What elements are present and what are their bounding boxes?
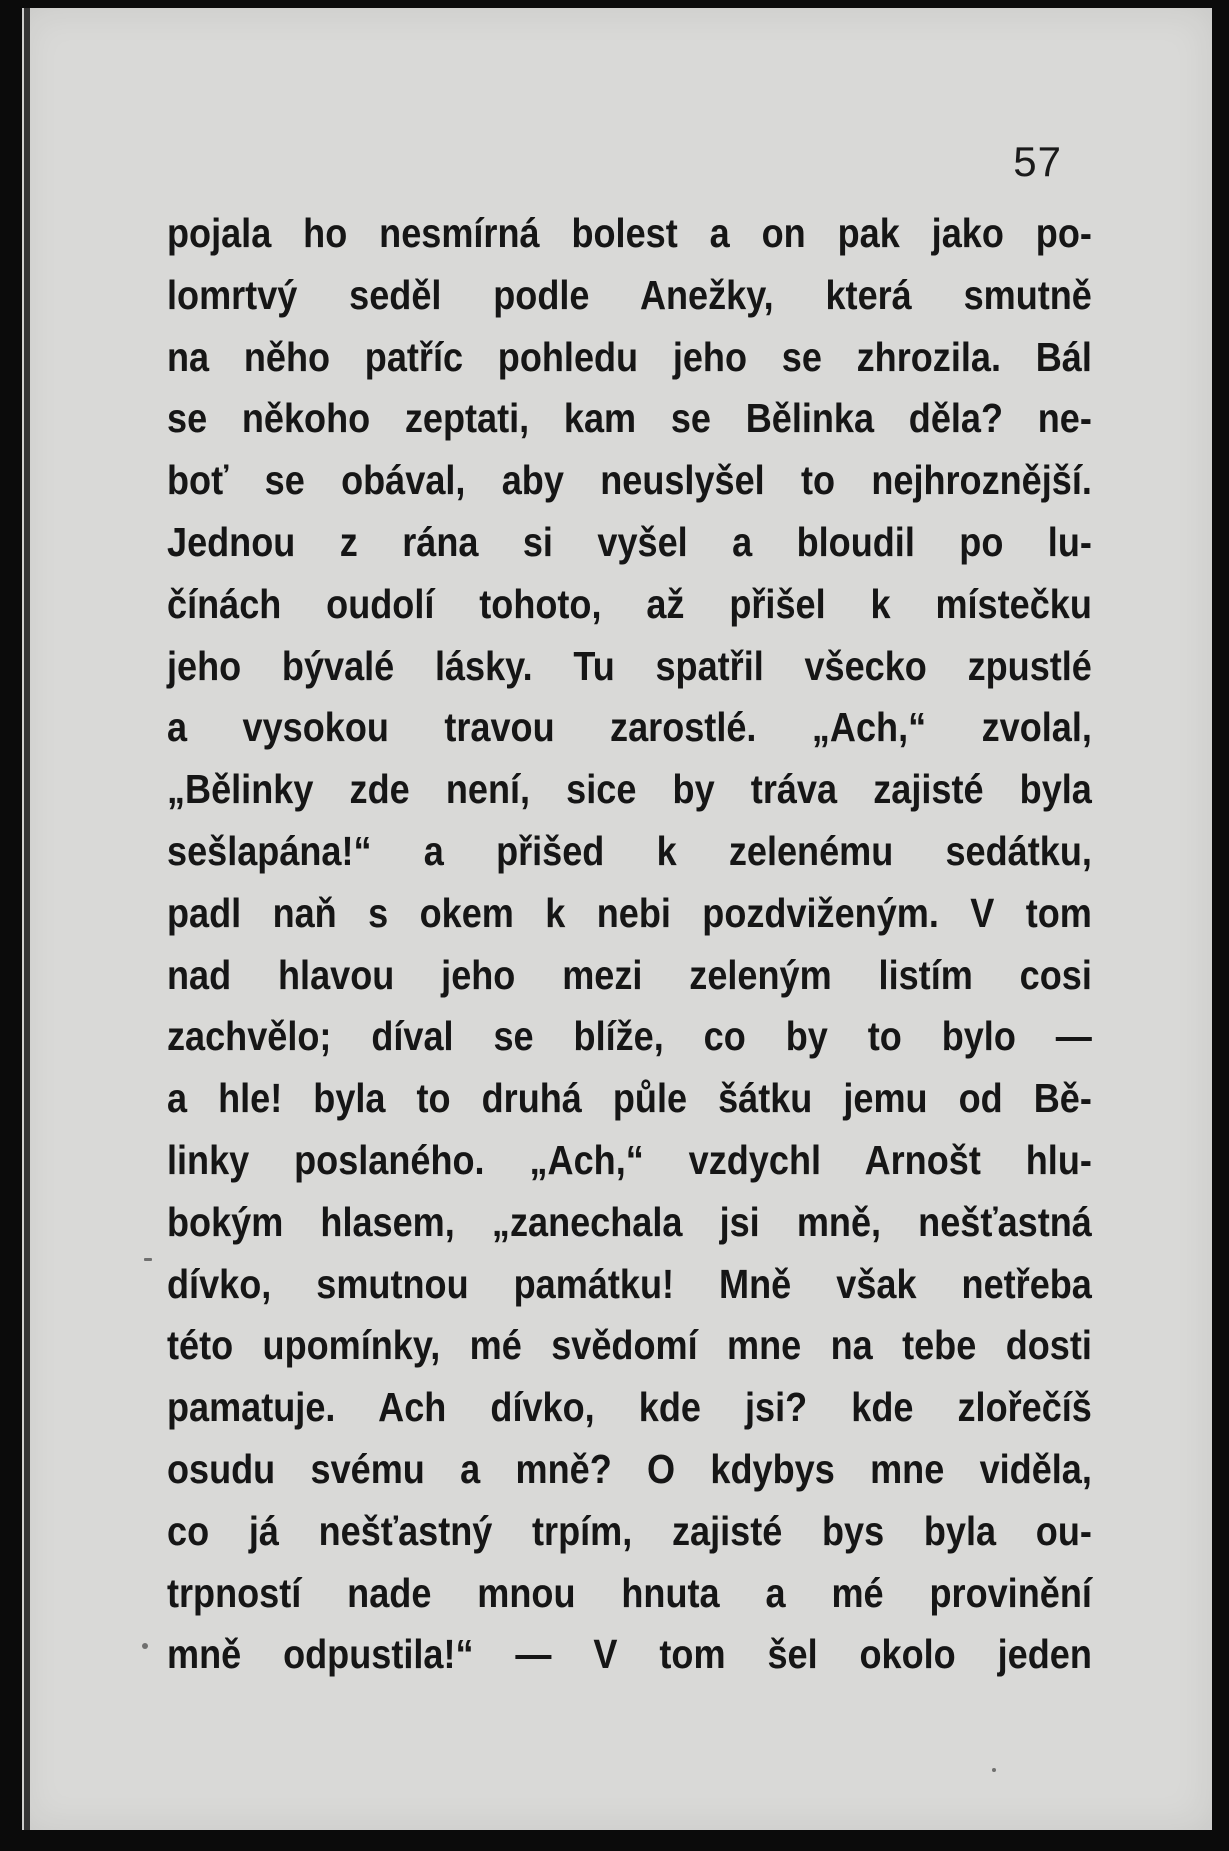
text-line: pojala ho nesmírná bolest a on pak jako po-	[167, 210, 1092, 256]
text-line: padl naň s okem k nebi pozdviženým. V tom	[167, 889, 1092, 936]
print-speck	[992, 1768, 996, 1772]
text-line: pamatuje. Ach dívko, kde jsi? kde zlořečíš	[167, 1384, 1092, 1431]
text-line: trpností nade mnou hnuta a mé provinění	[167, 1569, 1092, 1616]
text-line: linky poslaného. „Ach,“ vzdychl Arnošt hlu-	[167, 1136, 1092, 1183]
text-line: této upomínky, mé svědomí mne na tebe dosti	[167, 1322, 1092, 1369]
text-line: a hle! byla to druhá půle šátku jemu od Bě-	[167, 1075, 1092, 1122]
text-line: co já nešťastný trpím, zajisté bys byla ou-	[167, 1507, 1092, 1554]
text-line: a vysokou travou zarostlé. „Ach,“ zvolal,	[167, 704, 1092, 751]
body-text	[167, 203, 1092, 1686]
text-line: mně odpustila!“ — V tom šel okolo jeden	[167, 1631, 1092, 1678]
page-number: 57	[1013, 138, 1062, 185]
text-line: boť se obával, aby neuslyšel to nejhroznější.	[167, 457, 1092, 504]
text-line: nad hlavou jeho mezi zeleným listím cosi	[167, 951, 1092, 998]
text-line: se někoho zeptati, kam se Bělinka děla? ne-	[167, 395, 1092, 442]
text-line: jeho bývalé lásky. Tu spatřil všecko zpustlé	[167, 642, 1092, 689]
text-line: bokým hlasem, „zanechala jsi mně, nešťastná	[167, 1198, 1092, 1245]
text-line: na něho patříc pohledu jeho se zhrozila. Bál	[167, 333, 1092, 380]
text-line: Jednou z rána si vyšel a bloudil po lu-	[167, 518, 1092, 565]
print-speck	[142, 1643, 148, 1649]
text-line: sešlapána!“ a přišed k zelenému sedátku,	[167, 827, 1092, 874]
print-speck	[144, 1258, 152, 1261]
book-page	[22, 8, 1212, 1830]
text-line: osudu svému a mně? O kdybys mne viděla,	[167, 1445, 1092, 1492]
page-edge-shadow	[24, 8, 30, 1830]
text-line: zachvělo; díval se blíže, co by to bylo —	[167, 1013, 1092, 1060]
text-line: „Bělinky zde není, sice by tráva zajisté byla	[167, 766, 1092, 813]
text-line: lomrtvý seděl podle Anežky, která smutně	[167, 271, 1092, 318]
text-line: čínách oudolí tohoto, až přišel k místečku	[167, 580, 1092, 627]
text-line: dívko, smutnou památku! Mně však netřeba	[167, 1260, 1092, 1307]
